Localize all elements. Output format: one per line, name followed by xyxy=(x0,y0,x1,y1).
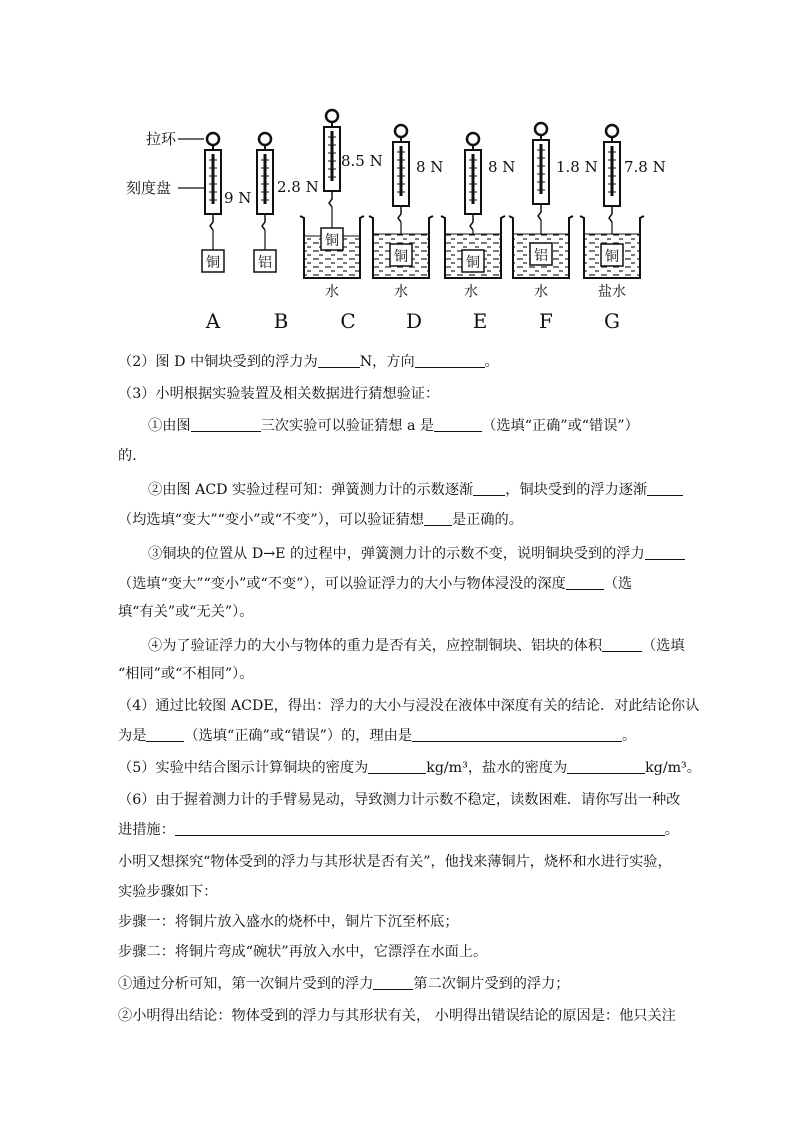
reading-label: 7.8 N xyxy=(624,158,666,176)
question-4-line-2: 为是 （选填“正确”或“错误”）的，理由是 。 xyxy=(118,728,637,744)
experiment-figure xyxy=(0,0,794,340)
setup-letter: F xyxy=(539,309,553,333)
liquid-label: 水 xyxy=(534,284,548,300)
answer-blank[interactable] xyxy=(645,545,685,560)
pull-ring xyxy=(467,133,479,145)
extension-step-2: 步骤二：将铜片弯成“碗状”再放入水中，它漂浮在水面上。 xyxy=(118,944,488,960)
block-label: 铜 xyxy=(206,255,220,271)
liquid-label: 水 xyxy=(325,284,339,300)
reading-label: 8 N xyxy=(488,158,516,176)
answer-blank[interactable] xyxy=(412,727,622,742)
question-3-1-line-1: ①由图 三次实验可以验证猜想 a 是 （选填“正确”或“错误”） xyxy=(148,418,639,434)
answer-blank[interactable] xyxy=(191,417,261,432)
block-label: 铝 xyxy=(258,255,272,271)
block-label: 铝 xyxy=(534,248,548,264)
extension-intro-line-1: 小明又想探究“物体受到的浮力与其形状是否有关”，他找来薄铜片，烧杯和水进行实验， xyxy=(118,854,672,870)
answer-blank[interactable] xyxy=(318,353,360,368)
pull-ring xyxy=(207,133,219,145)
setup-letter: A xyxy=(205,309,221,333)
answer-blank[interactable] xyxy=(602,637,642,652)
setup-a xyxy=(202,133,251,333)
setup-letter: G xyxy=(604,309,620,333)
answer-blank[interactable] xyxy=(434,417,482,432)
setup-letter: D xyxy=(405,309,423,333)
block-label: 铜 xyxy=(466,255,480,271)
answer-blank[interactable] xyxy=(146,727,184,742)
answer-blank[interactable] xyxy=(175,821,665,836)
question-3-2-line-2: （均选填“变大”“变小”或“不变”），可以验证猜想 是正确的。 xyxy=(118,512,523,528)
answer-blank[interactable] xyxy=(373,975,413,990)
extension-intro-line-2: 实验步骤如下： xyxy=(118,884,218,900)
reading-label: 8.5 N xyxy=(341,152,383,170)
question-3-3-line-2: （选填“变大”“变小”或“不变”），可以验证浮力的大小与物体浸没的深度 （选 xyxy=(118,576,633,592)
pull-ring xyxy=(326,110,338,122)
setup-letter: C xyxy=(340,309,356,333)
pull-ring xyxy=(535,123,547,135)
question-3-4-line-2: “相同”或“不相同”）。 xyxy=(118,666,254,682)
answer-blank[interactable] xyxy=(566,575,604,590)
extension-question-2: ②小明得出结论：物体受到的浮力与其形状有关， 小明得出错误结论的原因是：他只关注 xyxy=(118,1008,676,1024)
extension-question-1: ①通过分析可知，第一次铜片受到的浮力 第二次铜片受到的浮力； xyxy=(118,976,570,992)
block-label: 铜 xyxy=(394,249,408,265)
question-6-line-2: 进措施： 。 xyxy=(118,822,679,838)
reading-label: 8 N xyxy=(416,158,444,176)
question-3-1-line-2: 的. xyxy=(118,448,137,464)
question-3-3-line-1: ③铜块的位置从 D→E 的过程中，弹簧测力计的示数不变，说明铜块受到的浮力 xyxy=(148,544,685,564)
setup-c xyxy=(300,110,383,333)
answer-blank[interactable] xyxy=(567,759,645,774)
question-4-line-1: （4）通过比较图 ACDE，得出：浮力的大小与浸没在液体中深度有关的结论．对此结论你认 xyxy=(118,698,700,714)
block-label: 铜 xyxy=(605,249,619,265)
block-label: 铜 xyxy=(325,233,339,249)
question-3-2-line-1: ②由图 ACD 实验过程可知：弹簧测力计的示数逐渐 ，铜块受到的浮力逐渐 xyxy=(148,480,683,500)
answer-blank[interactable] xyxy=(368,759,426,774)
setup-letter: E xyxy=(472,309,488,333)
ring-label: 拉环 xyxy=(146,130,177,148)
question-3-4-line-1: ④为了验证浮力的大小与物体的重力是否有关，应控制铜块、铝块的体积 （选填 xyxy=(148,638,685,654)
liquid-label: 水 xyxy=(394,284,408,300)
liquid-label: 水 xyxy=(464,284,478,300)
answer-blank[interactable] xyxy=(647,481,683,496)
answer-blank[interactable] xyxy=(424,511,452,526)
setup-g xyxy=(580,125,666,333)
setup-b xyxy=(254,133,319,333)
answer-blank[interactable] xyxy=(473,481,505,496)
reading-label: 1.8 N xyxy=(556,158,598,176)
reading-label: 2.8 N xyxy=(277,178,319,196)
question-3-intro: （3）小明根据实验装置及相关数据进行猜想验证： xyxy=(118,386,440,402)
question-2: （2）图 D 中铜块受到的浮力为 N，方向 。 xyxy=(118,354,499,370)
answer-blank[interactable] xyxy=(415,353,485,368)
pull-ring xyxy=(395,125,407,137)
reading-label: 9 N xyxy=(224,189,252,207)
pull-ring xyxy=(259,133,271,145)
question-3-3-line-3: 填“有关”或“无关”）。 xyxy=(118,604,254,620)
dial-label: 刻度盘 xyxy=(126,179,172,197)
question-6-line-1: （6）由于握着测力计的手臂易晃动，导致测力计示数不稳定，读数困难．请你写出一种改 xyxy=(118,792,681,808)
extension-step-1: 步骤一：将铜片放入盛水的烧杯中，铜片下沉至杯底； xyxy=(118,914,459,930)
question-5: （5）实验中结合图示计算铜块的密度为 kg/m³，盐水的密度为 kg/m³。 xyxy=(118,760,701,776)
setup-e xyxy=(441,133,515,333)
setup-letter: B xyxy=(273,309,289,333)
pull-ring xyxy=(606,125,618,137)
liquid-label: 盐水 xyxy=(598,284,626,300)
